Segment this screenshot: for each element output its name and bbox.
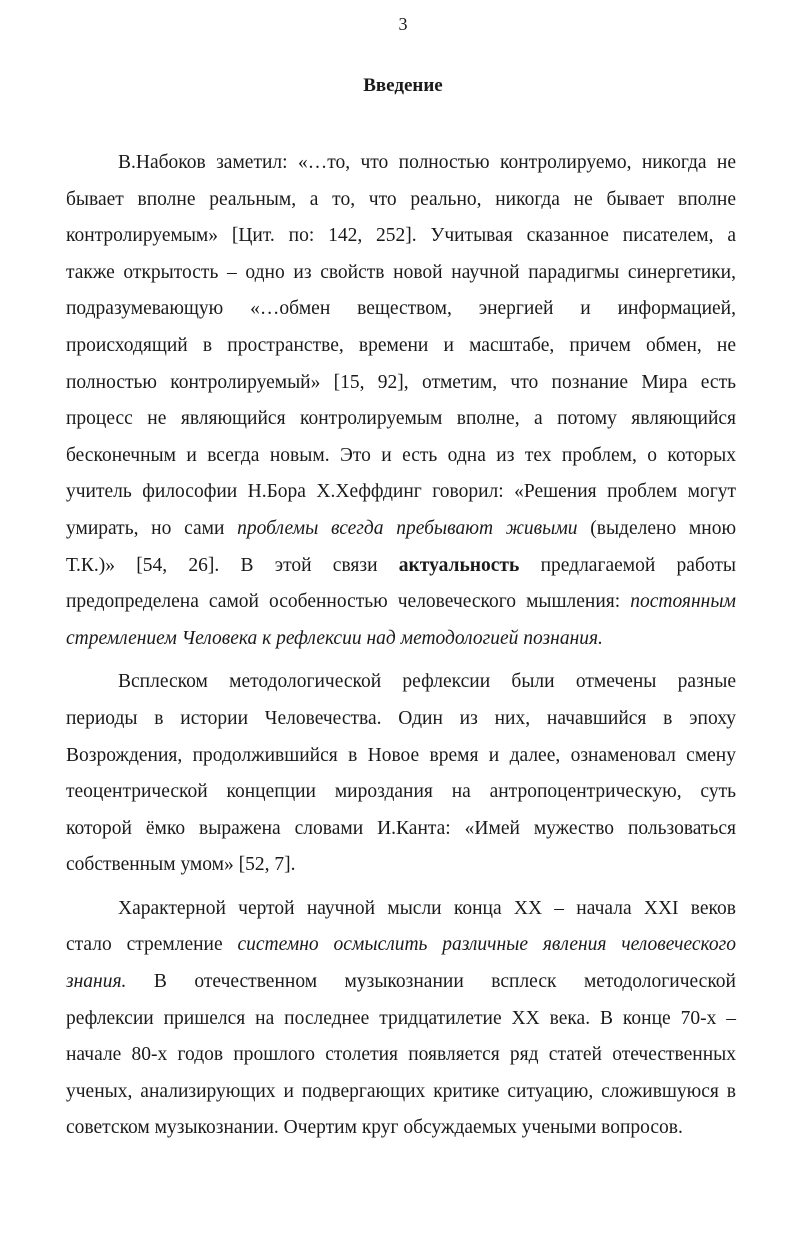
text-run: подразумевающую «…обмен веществом, энергией и информацией, <box>66 298 736 320</box>
text-line <box>66 701 736 738</box>
paragraph <box>66 664 736 884</box>
text-line <box>66 511 736 548</box>
text-run: советском музыкознании. Очертим круг обсуждаемых учеными вопросов. <box>66 1117 683 1139</box>
text-run: предлагаемой работы <box>519 554 736 576</box>
text-run: Характерной чертой научной мысли конца XX – начала XXI веков <box>118 897 736 919</box>
text-line <box>66 255 736 292</box>
text-line <box>66 182 736 219</box>
emphasis-text: проблемы всегда пребывают живыми <box>237 517 578 539</box>
text-line <box>66 1110 736 1147</box>
text-run: рефлексии пришелся на последнее тридцатилетие XX века. В конце 70-х – <box>66 1007 736 1029</box>
text-line <box>66 548 736 585</box>
text-run: которой ёмко выражена словами И.Канта: «Имей мужество пользоваться <box>66 817 736 839</box>
text-line <box>66 738 736 775</box>
text-run: происходящий в пространстве, времени и масштабе, причем обмен, не <box>66 334 736 356</box>
text-run: В.Набоков заметил: «…то, что полностью контролируемо, никогда не <box>118 152 736 173</box>
text-run: умирать, но сами <box>66 517 238 539</box>
text-run: Т.К.)» [54, 26]. В этой связи <box>66 554 399 576</box>
text-run: процесс не являющийся контролируемым вполне, а потому являющийся <box>66 408 736 430</box>
text-line <box>66 811 736 848</box>
text-line <box>66 1037 736 1074</box>
text-run: Всплеском методологической рефлексии были отмечены разные <box>118 671 736 693</box>
text-line <box>66 291 736 328</box>
text-line <box>66 328 736 365</box>
text-run: стало стремление <box>66 934 238 956</box>
text-run: теоцентрической концепции мироздания на антропоцентрическую, суть <box>66 781 736 803</box>
text-line <box>66 621 736 658</box>
text-run: бесконечным и всегда новым. Это и есть одна из тех проблем, о которых <box>66 444 736 466</box>
text-run: Возрождения, продолжившийся в Новое время и далее, ознаменовал смену <box>66 744 736 766</box>
text-line <box>66 218 736 255</box>
text-run: также открытость – одно из свойств новой научной парадигмы синергетики, <box>66 261 736 283</box>
text-run: учитель философии Н.Бора Х.Хеффдинг говорил: «Решения проблем могут <box>66 481 736 503</box>
text-line <box>66 964 736 1001</box>
text-line <box>66 584 736 621</box>
text-run: ученых, анализирующих и подвергающих критике ситуацию, сложившуюся в <box>66 1080 736 1102</box>
text-run: периоды в истории Человечества. Один из них, начавшийся в эпоху <box>66 707 736 729</box>
emphasis-text: стремлением Человека к рефлексии над методологией познания. <box>66 627 603 649</box>
paragraph <box>66 891 736 1147</box>
text-line <box>66 664 736 701</box>
emphasis-text: системно осмыслить различные явления человеческого <box>237 934 736 956</box>
text-run: (выделено мною <box>577 517 737 539</box>
section-heading: Введение <box>363 75 443 96</box>
text-run: собственным умом» [52, 7]. <box>66 854 296 876</box>
text-line <box>66 145 736 182</box>
text-run: бывает вполне реальным, а то, что реально, никогда не бывает вполне <box>66 188 736 210</box>
text-line <box>66 438 736 475</box>
emphasis-text: постоянным <box>630 591 736 613</box>
text-line <box>66 891 736 928</box>
text-line <box>66 927 736 964</box>
text-run: В отечественном музыкознании всплеск методологической <box>126 971 736 993</box>
text-line <box>66 365 736 402</box>
text-run: контролируемым» [Цит. по: 142, 252]. Учитывая сказанное писателем, а <box>66 225 736 247</box>
text-line <box>66 474 736 511</box>
text-line <box>66 1074 736 1111</box>
page-number: 3 <box>398 14 408 34</box>
body-text <box>66 145 736 1147</box>
text-line <box>66 774 736 811</box>
emphasis-text: знания. <box>66 971 127 993</box>
text-run: полностью контролируемый» [15, 92], отметим, что познание Мира есть <box>66 371 736 393</box>
text-run: предопределена самой особенностью человеческого мышления: <box>66 591 631 613</box>
bold-text: актуальность <box>398 554 520 576</box>
text-line <box>66 847 736 884</box>
text-line <box>66 401 736 438</box>
text-run: начале 80-х годов прошлого столетия появляется ряд статей отечественных <box>66 1044 736 1066</box>
text-line <box>66 1001 736 1038</box>
paragraph <box>66 145 736 657</box>
